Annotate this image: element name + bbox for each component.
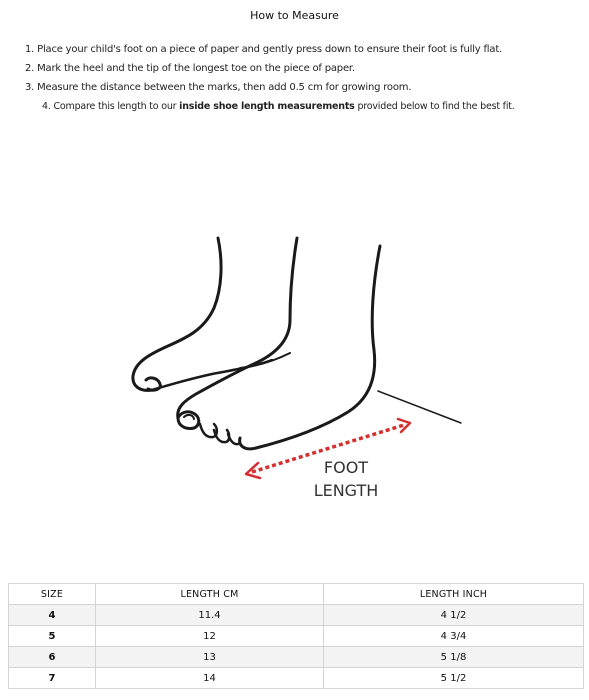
instruction-step-2: 2. Mark the heel and the tip of the longest toe on the piece of paper. <box>25 63 355 74</box>
length-cm-cell: 11.4 <box>96 605 324 626</box>
instructions-list <box>25 40 585 116</box>
length-cm-cell: 12 <box>96 626 324 647</box>
foot-label-line2: LENGTH <box>313 481 379 500</box>
table-row <box>9 605 584 626</box>
size-cell: 4 <box>9 605 96 626</box>
length-cm-cell: 13 <box>96 647 324 668</box>
length-inch-cell: 4 1/2 <box>324 605 584 626</box>
table-row <box>9 626 584 647</box>
front-leg-back-outline <box>240 246 380 449</box>
foot-measure-illustration <box>0 225 589 515</box>
table-row <box>9 647 584 668</box>
back-leg-outline <box>133 238 221 390</box>
measure-guide-line <box>378 391 461 423</box>
header-size: SIZE <box>9 584 96 605</box>
size-chart-table <box>8 583 584 689</box>
length-inch-cell: 5 1/8 <box>324 647 584 668</box>
length-inch-cell: 4 3/4 <box>324 626 584 647</box>
front-foot-big-toe-nail <box>184 415 194 419</box>
step-4-emphasis: inside shoe length measurements <box>179 101 355 112</box>
size-cell: 6 <box>9 647 96 668</box>
instruction-step-3: 3. Measure the distance between the marks, then add 0.5 cm for growing room. <box>25 82 412 93</box>
front-foot-toe-4 <box>228 434 238 444</box>
page-title: How to Measure <box>250 9 339 22</box>
instruction-step-1: 1. Place your child's foot on a piece of paper and gently press down to ensure their foot is fully flat. <box>25 44 503 55</box>
length-inch-cell: 5 1/2 <box>324 668 584 689</box>
header-length-cm: LENGTH CM <box>96 584 324 605</box>
front-leg-front-outline <box>178 238 297 418</box>
size-cell: 5 <box>9 626 96 647</box>
header-length-inch: LENGTH INCH <box>324 584 584 605</box>
step-4-suffix: provided below to find the best fit. <box>354 101 515 112</box>
instruction-step-4 <box>25 97 585 116</box>
step-4-prefix: 4. Compare this length to our <box>42 101 180 112</box>
table-row <box>9 668 584 689</box>
length-cm-cell: 14 <box>96 668 324 689</box>
foot-label-line1: FOOT <box>323 458 369 477</box>
size-cell: 7 <box>9 668 96 689</box>
table-header-row <box>9 584 584 605</box>
